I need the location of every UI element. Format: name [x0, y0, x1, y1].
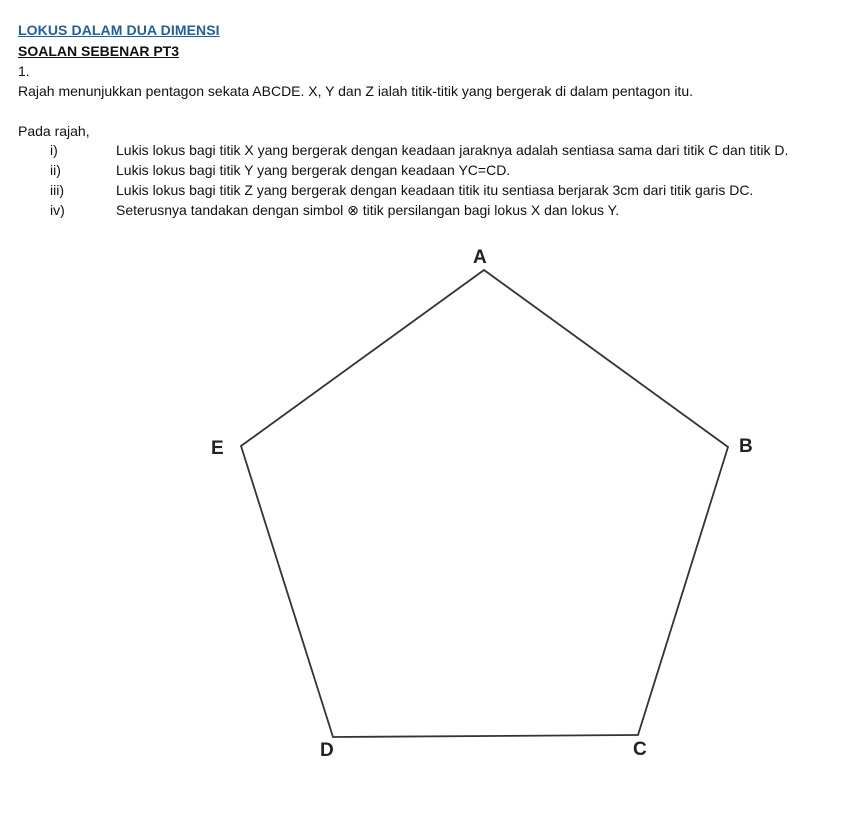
vertex-label-e: E	[211, 438, 224, 459]
pentagon-abcde	[241, 270, 728, 737]
question-item	[50, 142, 850, 162]
question-intro: Rajah menunjukkan pentagon sekata ABCDE. X, Y dan Z ialah titik-titik yang bergerak di dalam pentagon itu.	[18, 83, 694, 99]
item-number: i)	[50, 142, 58, 158]
question-item	[50, 162, 850, 182]
item-number: iii)	[50, 182, 64, 198]
item-number: ii)	[50, 162, 61, 178]
item-text: Seterusnya tandakan dengan simbol ⊗ titik persilangan bagi lokus X dan lokus Y.	[116, 202, 620, 218]
question-item	[50, 182, 850, 202]
question-number: 1.	[18, 63, 30, 79]
question-prompt: Pada rajah,	[18, 123, 90, 139]
vertex-label-d: D	[320, 740, 334, 761]
item-text: Lukis lokus bagi titik Z yang bergerak dengan keadaan titik itu sentiasa berjarak 3cm dari titik garis DC.	[116, 182, 754, 198]
vertex-label-c: C	[633, 739, 647, 760]
vertex-label-b: B	[739, 436, 753, 457]
item-number: iv)	[50, 202, 65, 218]
question-item	[50, 202, 850, 222]
item-text: Lukis lokus bagi titik X yang bergerak dengan keadaan jaraknya adalah sentiasa sama dari titik C dan titik D.	[116, 142, 789, 158]
item-text: Lukis lokus bagi titik Y yang bergerak dengan keadaan YC=CD.	[116, 162, 511, 178]
question-items	[50, 142, 850, 222]
vertex-label-a: A	[473, 247, 487, 268]
section-subtitle: SOALAN SEBENAR PT3	[18, 43, 180, 59]
page-title: LOKUS DALAM DUA DIMENSI	[18, 22, 220, 38]
